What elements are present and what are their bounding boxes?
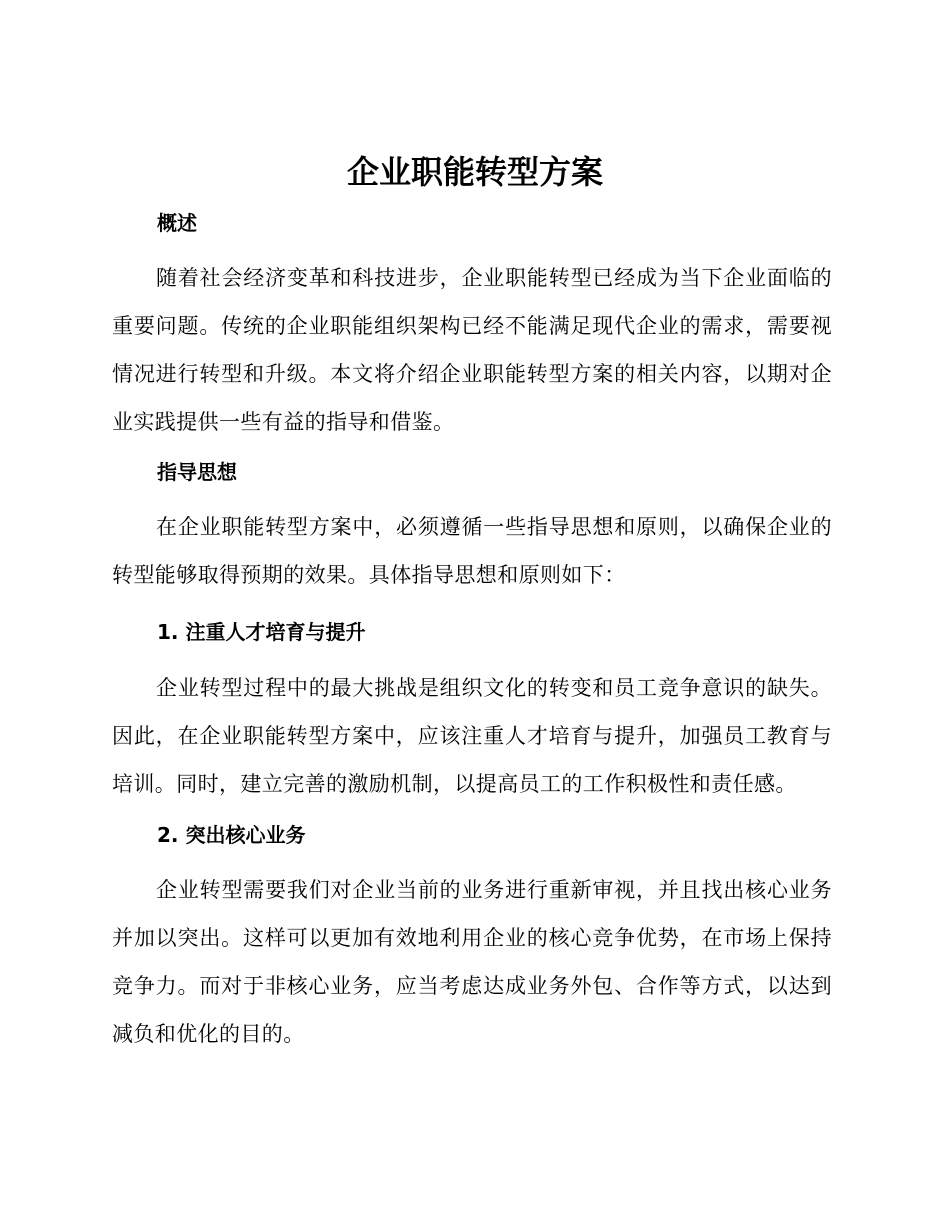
section-heading-overview: 概述 <box>157 211 197 235</box>
section-heading-principle-2: 2. 突出核心业务 <box>157 823 306 847</box>
section-paragraph-principle-2: 企业转型需要我们对企业当前的业务进行重新审视，并且找出核心业务并加以突出。这样可以更加有效地利用企业的核心竞争优势，在市场上保持竞争力。而对于非核心业务，应当考虑达成业务外包、合作等方式，以达到减负和优化的目的。 <box>112 878 832 1046</box>
section-paragraph-principle-1: 企业转型过程中的最大挑战是组织文化的转变和员工竞争意识的缺失。因此，在企业职能转型方案中，应该注重人才培育与提升，加强员工教育与培训。同时，建立完善的激励机制，以提高员工的工作积极性和责任感。 <box>112 676 832 796</box>
section-heading-guiding: 指导思想 <box>157 460 237 484</box>
section-paragraph-guiding: 在企业职能转型方案中，必须遵循一些指导思想和原则，以确保企业的转型能够取得预期的效果。具体指导思想和原则如下： <box>112 515 832 587</box>
document-title: 企业职能转型方案 <box>346 153 603 191</box>
section-paragraph-overview: 随着社会经济变革和科技进步，企业职能转型已经成为当下企业面临的重要问题。传统的企业职能组织架构已经不能满足现代企业的需求，需要视情况进行转型和升级。本文将介绍企业职能转型方案的相关内容，以期对企业实践提供一些有益的指导和借鉴。 <box>112 266 832 434</box>
section-heading-principle-1: 1. 注重人才培育与提升 <box>157 620 366 644</box>
